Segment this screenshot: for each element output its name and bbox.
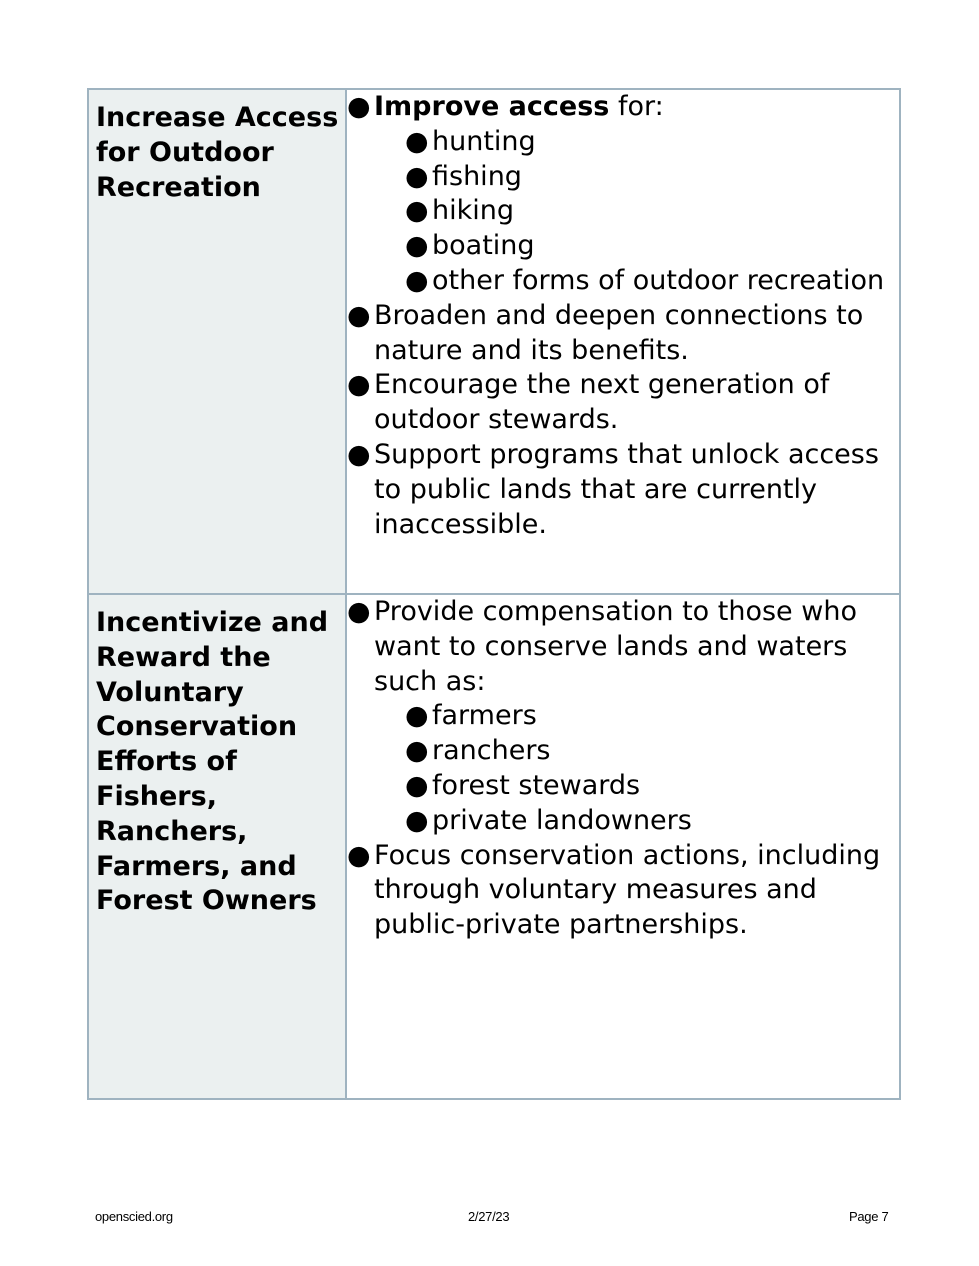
sub-list-item (405, 804, 899, 839)
sub-list-item-text: hiking (432, 195, 515, 227)
heading-line: Voluntary (96, 676, 244, 708)
heading-line: Incentivize and (96, 607, 329, 638)
list-item (347, 839, 899, 943)
heading-line: Forest Owners (96, 885, 317, 917)
list-item-text: Support programs that unlock access to public lands that are currently inaccessible. (374, 438, 879, 540)
row-content-cell (346, 594, 900, 1099)
bullet-icon: ● (405, 769, 429, 801)
bullet-icon: ● (405, 804, 429, 836)
bold-text: Improve access (374, 91, 610, 122)
heading-line: Ranchers, (96, 815, 248, 847)
sub-list-item (405, 160, 899, 195)
heading-line: Reward the (96, 641, 271, 673)
footer-date: 2/27/23 (468, 1209, 510, 1224)
bullet-icon: ● (347, 91, 371, 122)
bullet-icon: ● (405, 735, 429, 767)
sub-list-item (405, 769, 899, 804)
sub-list-item (405, 734, 899, 769)
list-item (347, 368, 899, 438)
goals-table (87, 88, 901, 1100)
list-item-text: Broaden and deepen connections to nature and its benefits. (374, 299, 864, 366)
table-row (88, 89, 900, 594)
bullet-icon: ● (347, 596, 371, 627)
footer-site: openscied.org (95, 1209, 173, 1224)
sub-list-item-text: private landowners (432, 804, 692, 836)
list-item-text: Provide compensation to those who want to conserve lands and waters such as: (374, 596, 857, 697)
bullet-icon: ● (405, 195, 429, 227)
list-item-text: Encourage the next generation of outdoor stewards. (374, 369, 830, 436)
sub-list-item-text: boating (432, 230, 535, 262)
list-item-text: for: (609, 91, 664, 122)
sub-bullet-list (405, 125, 899, 299)
heading-line: Increase Access (96, 102, 339, 133)
bullet-icon: ● (405, 230, 429, 262)
heading-line: for Outdoor (96, 136, 274, 168)
bullet-icon: ● (405, 160, 429, 192)
row-heading (89, 595, 345, 919)
sub-bullet-list (405, 699, 899, 838)
row-heading-cell (88, 89, 346, 594)
list-item-text: Focus conservation actions, including through voluntary measures and public-private partnerships. (374, 839, 881, 941)
bullet-list (347, 90, 899, 542)
sub-list-item-text: fishing (432, 160, 522, 192)
sub-list-item (405, 125, 899, 160)
footer-page-number: Page 7 (849, 1209, 889, 1224)
sub-list-item (405, 264, 899, 299)
heading-line: Conservation (96, 711, 298, 743)
heading-line: Recreation (96, 171, 261, 203)
list-item (347, 299, 899, 369)
sub-list-item (405, 699, 899, 734)
bullet-icon: ● (347, 438, 371, 470)
row-heading-cell (88, 594, 346, 1099)
sub-list-item-text: other forms of outdoor recreation (432, 264, 885, 296)
bullet-icon: ● (405, 125, 429, 157)
sub-list-item-text: forest stewards (432, 769, 641, 801)
sub-list-item-text: hunting (432, 125, 536, 157)
row-heading (89, 90, 345, 205)
sub-list-item-text: farmers (432, 700, 537, 732)
sub-list-item (405, 194, 899, 229)
row-content-cell (346, 89, 900, 594)
list-item (347, 595, 899, 839)
sub-list-item-text: ranchers (432, 735, 551, 767)
bullet-icon: ● (405, 700, 429, 732)
sub-list-item (405, 229, 899, 264)
bullet-list (347, 595, 899, 943)
heading-line: Efforts of (96, 746, 237, 778)
bullet-icon: ● (347, 839, 371, 871)
heading-line: Fishers, (96, 780, 217, 812)
list-item (347, 90, 899, 299)
bullet-icon: ● (405, 264, 429, 296)
heading-line: Farmers, and (96, 850, 297, 882)
bullet-icon: ● (347, 299, 371, 331)
list-item (347, 438, 899, 542)
bullet-icon: ● (347, 369, 371, 401)
table-row (88, 594, 900, 1099)
